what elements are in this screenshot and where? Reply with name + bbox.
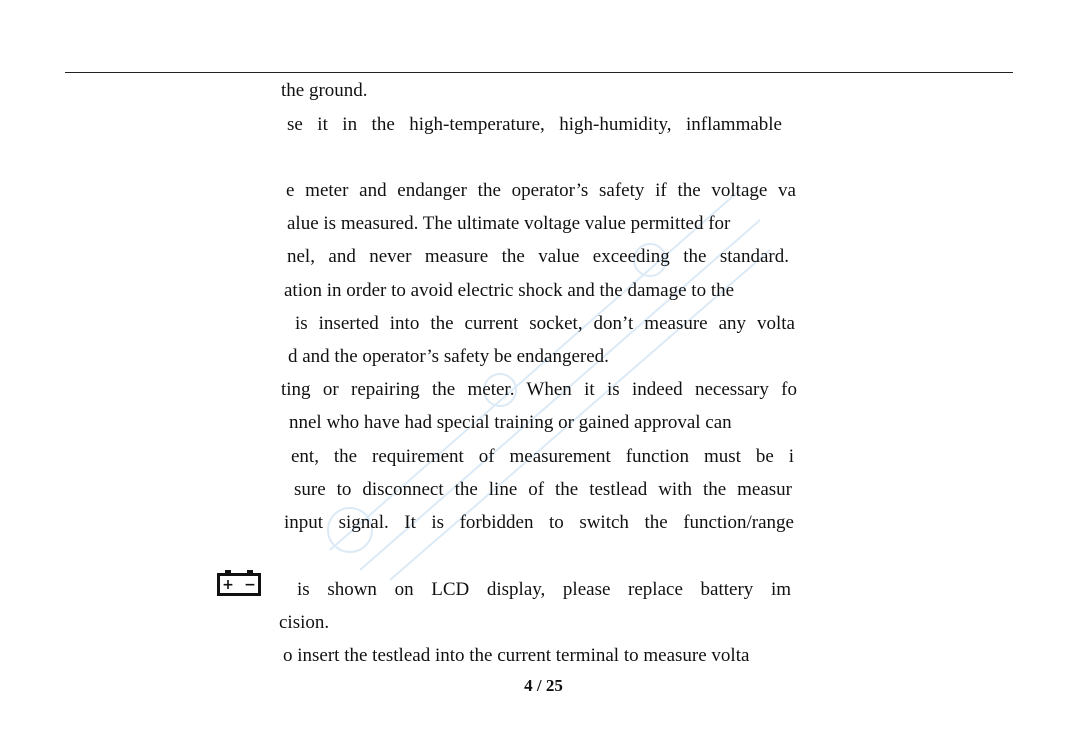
page-number: 4 / 25 xyxy=(524,676,563,695)
text-line-14: is shown on LCD display, please replace battery im xyxy=(297,579,791,600)
text-line-8: d and the operator’s safety be endangered. xyxy=(288,346,609,367)
text-line-13: input signal. It is forbidden to switch the function/range xyxy=(284,512,794,533)
text-line-4: alue is measured. The ultimate voltage value permitted for xyxy=(287,213,731,234)
text-line-7: is inserted into the current socket, don’t measure any volta xyxy=(295,313,795,334)
text-line-16: o insert the testlead into the current terminal to measure volta xyxy=(283,645,750,666)
text-line-1: the ground. xyxy=(281,80,368,101)
header-rule xyxy=(65,72,1013,73)
text-line-12: sure to disconnect the line of the testlead with the measur xyxy=(294,479,792,500)
text-line-6: ation in order to avoid electric shock and the damage to the xyxy=(284,280,735,301)
text-line-9: ting or repairing the meter. When it is indeed necessary fo xyxy=(281,379,797,400)
battery-minus: − xyxy=(244,577,256,593)
text-line-11: ent, the requirement of measurement function must be i xyxy=(291,446,794,467)
battery-plus: + xyxy=(222,577,234,593)
text-line-2: se it in the high-temperature, high-humidity, inflammable xyxy=(287,114,782,135)
text-line-5: nel, and never measure the value exceeding the standard. xyxy=(287,246,789,267)
text-line-15: cision. xyxy=(279,612,330,633)
text-line-3: e meter and endanger the operator’s safety if the voltage va xyxy=(286,180,796,201)
battery-low-icon xyxy=(217,569,261,596)
text-line-10: nnel who have had special training or gained approval can xyxy=(289,412,732,433)
